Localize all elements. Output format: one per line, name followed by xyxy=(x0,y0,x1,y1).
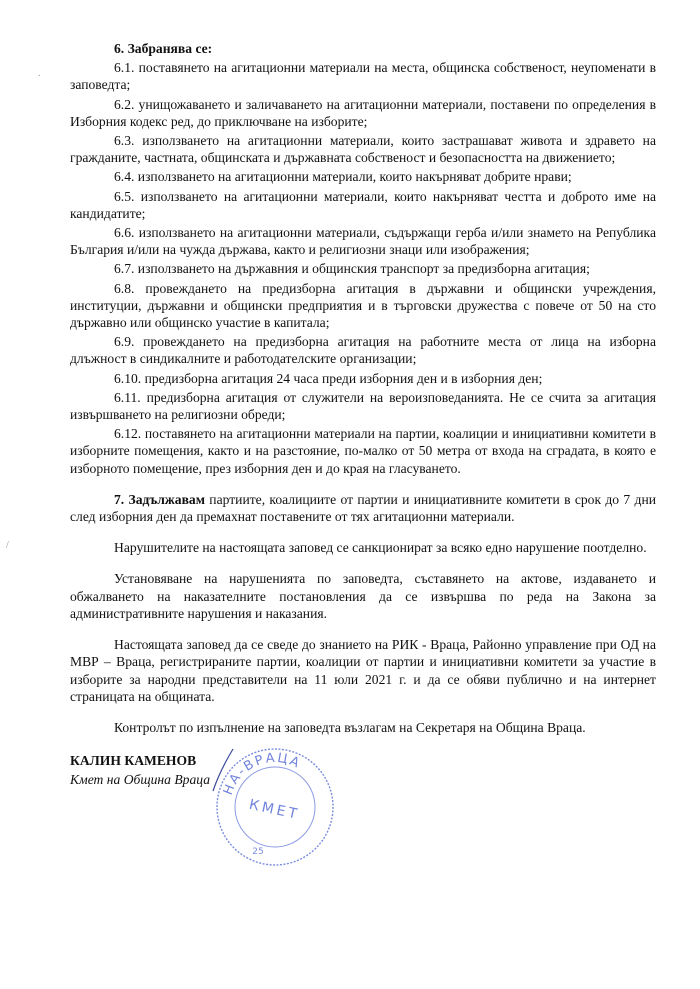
document-body xyxy=(70,40,656,736)
signatory-title: Кмет на Община Враца xyxy=(70,772,211,787)
item-6-4: 6.4. използването на агитационни материали, които накърняват добрите нрави; xyxy=(114,169,572,185)
paragraph-control: Контролът по изпълнение на заповедта възлагам на Секретаря на Община Враца. xyxy=(114,719,586,735)
item-6-10: 6.10. предизборна агитация 24 часа преди изборния ден и в изборния ден; xyxy=(114,370,543,386)
paragraph-notification: Настоящата заповед да се сведе до знанието на РИК - Враца, Районно управление при ОД на МВР – Враца, регистрираните партии, коалиции от партии и инициативни комитети за участие в изборите за народни представители на 11 юли 2021 г. и да се обяви публично и на интернет страницата на общината. xyxy=(70,637,656,704)
item-6-12: 6.12. поставянето на агитационни материали на партии, коалиции и инициативни комитети в изборните помещения, както и на разстояние, по-малко от 50 метра от входа на сградата, в която е изборното помещение, през изборния ден и до края на гласуването. xyxy=(70,426,656,476)
scan-mark: . xyxy=(38,68,41,79)
section-7-heading: 7. Задължавам xyxy=(114,491,205,507)
paragraph-violators: Нарушителите на настоящата заповед се санкционират за всяко едно нарушение поотделно. xyxy=(114,540,647,556)
item-6-2: 6.2. унищожаването и заличаването на агитационни материали, поставени по определения в Изборния кодекс ред, до приключване на изборите; xyxy=(70,96,656,129)
item-6-9: 6.9. провеждането на предизборна агитация на работните места от лица на изборна длъжност в синдикалните и работодателските организации; xyxy=(70,334,656,367)
section-7-text: партиите, коалициите от партии и инициативните комитети в срок до 7 дни след изборния ден да премахнат поставените от тях агитационни материали. xyxy=(70,491,657,525)
stamp-text-top: НА-ВРАЦА xyxy=(220,750,304,798)
item-6-5: 6.5. използването на агитационни материали, които накърняват честта и доброто име на кандидатите; xyxy=(70,188,656,221)
item-6-11: 6.11. предизборна агитация от служители на вероизповеданията. Не се счита за агитация извършването на религиозни обреди; xyxy=(70,389,656,423)
svg-text:НА-ВРАЦА xyxy=(221,751,303,797)
signatory-name: КАЛИН КАМЕНОВ xyxy=(70,753,197,768)
stamp-number: 25 xyxy=(252,847,264,857)
section-7 xyxy=(70,491,656,525)
item-6-7: 6.7. използването на държавния и общинския транспорт за предизборна агитация; xyxy=(114,261,590,277)
item-6-8: 6.8. провеждането на предизборна агитация в държавни и общински учреждения, институции, държавни и общински предприятия и в търговски дружества с повече от 50 на сто държавно или общинско участие в капитала; xyxy=(70,280,656,331)
item-6-3: 6.3. използването на агитационни материали, които застрашават живота и здравето на гражданите, частната, общинската и държавната собственост и безопасността на движението; xyxy=(70,133,656,166)
signature-block xyxy=(70,751,210,789)
official-stamp xyxy=(210,742,340,872)
scan-mark: / xyxy=(6,540,9,551)
section-6-heading: 6. Забранява се: xyxy=(114,41,213,56)
item-6-6: 6.6. използването на агитационни материали, съдържащи герба и/или знамето на Република България и/или на чужда държава, както и религиозни знаци или изображения; xyxy=(70,225,656,258)
paragraph-procedure: Установяване на нарушенията по заповедта, съставянето на актове, издаването и обжалването на наказателните постановления да се извършва по реда на Закона за административните нарушения и наказания. xyxy=(70,571,656,621)
stamp-text-center: КМЕТ xyxy=(247,796,302,824)
item-6-1: 6.1. поставянето на агитационни материали на места, общинска собственост, неупоменати в заповедта; xyxy=(70,60,656,93)
